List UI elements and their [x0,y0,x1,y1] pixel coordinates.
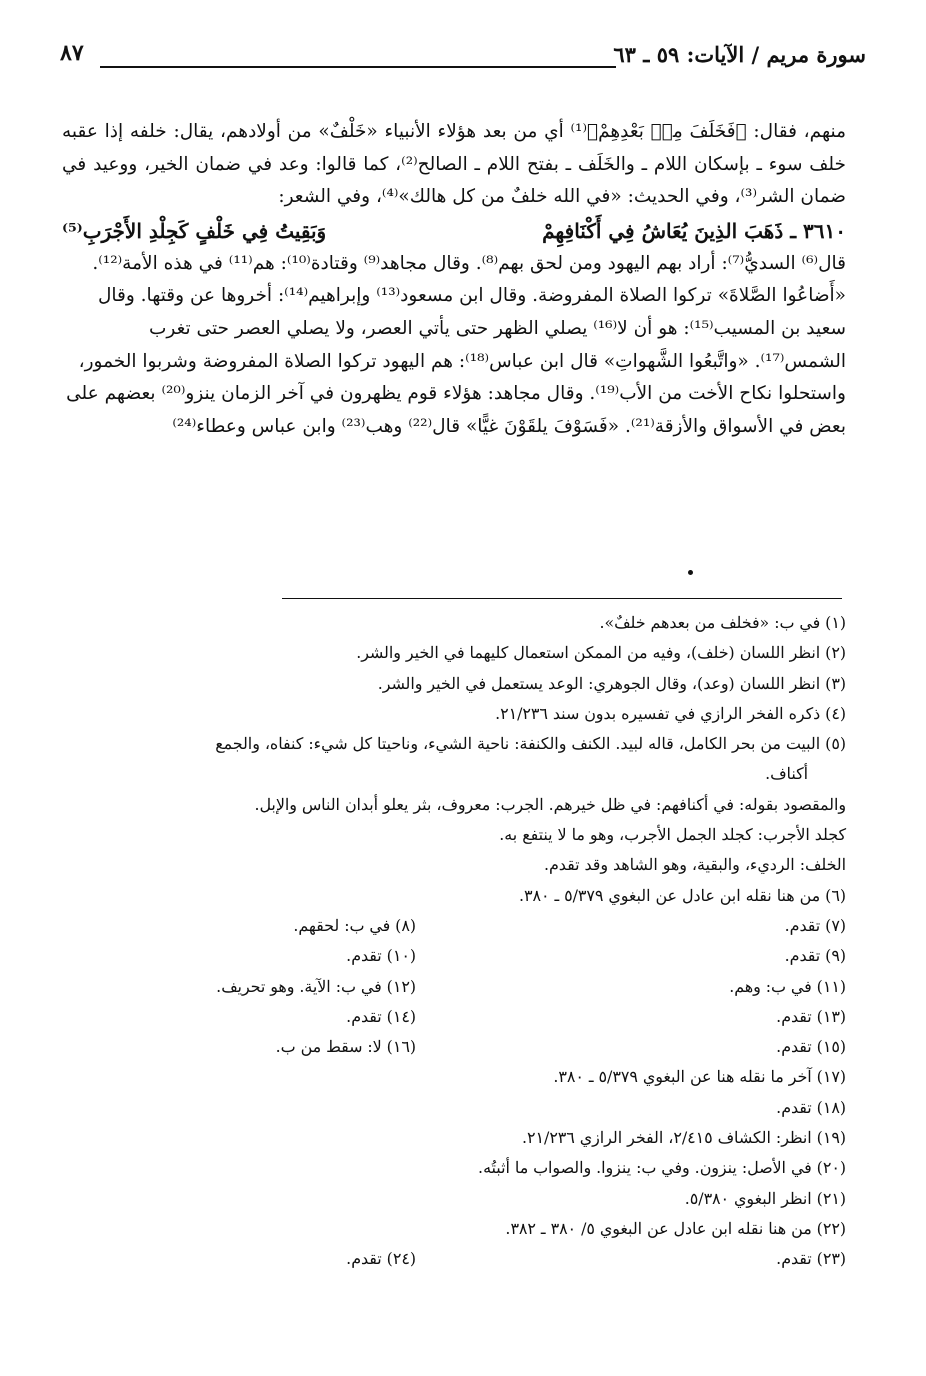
footnote: (٣) انظر اللسان (وعد)، وقال الجوهري: الوعد يستعمل في الخير والشر. [377,673,846,693]
verse-second-hemistich: وَبَقِيتُ فِي خَلْفٍ كَجِلْدِ الأَجْرَبِ⁽⁵⁾ [62,218,327,243]
footnote: (١٤) تقدم. [346,1006,416,1026]
footnote-continuation: كجلد الأجرب: كجلد الجمل الأجرب، وهو ما لا ينتفع به. [499,825,846,845]
footnote: (٥) البيت من بحر الكامل، قاله لبيد. الكنف والكنفة: ناحية الشيء، وناحيتا كل شيء: كنفاه، والجمع [215,734,846,754]
footnote-row [62,1002,846,1032]
poetry-verse [62,214,846,248]
paragraph: منهم، فقال: ﴿فَخَلَفَ مِنۢ بَعْدِهِمْ﴾⁽¹⁾ أي من بعد هؤلاء الأنبياء «خَلْفٌ» من أولادهم، يقال: خلفه إذا عقبه خلف سوء ـ بإسكان اللام ـ والخَلَف ـ بفتح اللام ـ الصالح⁽²⁾، كما قالوا: وعد في ضمان الخير، ووعيد في ضمان الشر⁽³⁾، وفي الحديث: «في الله خلفٌ من كل هالك»⁽⁴⁾، وفي الشعر: [62,121,846,208]
footnote: (١١) في ب: وهم. [729,976,846,996]
footnote-row [62,1244,846,1274]
footnote: (١٢) في ب: الآية. وهو تحريف. [216,976,416,996]
footnote: (٢) انظر اللسان (خلف)، وفيه من الممكن استعمال كليهما في الخير والشر. [356,643,846,663]
footnote: (١٥) تقدم. [776,1037,846,1057]
page-number: ٨٧ [60,40,84,66]
header-rule [100,66,616,68]
ornament-dot [688,570,693,575]
footnote: (٢٢) من هنا نقله ابن عادل عن البغوي ٥/ ٣٨٠ ـ ٣٨٢. [505,1218,846,1238]
footnote: (٧) تقدم. [784,915,846,935]
footnote: (٦) من هنا نقله ابن عادل عن البغوي ٥/٣٧٩ ـ ٣٨٠. [518,885,846,905]
footnote: (١٩) انظر: الكشاف ٢/٤١٥، الفخر الرازي ٢١/٢٣٦. [522,1128,846,1148]
main-text [62,116,846,443]
footnote: (٢٤) تقدم. [346,1249,416,1269]
footnote: (٢٣) تقدم. [776,1249,846,1269]
verse-first-hemistich: ٣٦١٠ ـ ذَهَبَ الذِينَ يُعَاشُ فِي أَكْنَافِهِمْ [542,218,846,243]
page-header [60,38,866,72]
footnote-row [62,972,846,1002]
footnote-continuation: الخلف: الرديء، والبقية، وهو الشاهد وقد تقدم. [544,855,846,875]
footnotes [62,608,846,1275]
footnote-continuation: والمقصود بقوله: في أكنافهم: في ظل خيرهم. الجرب: معروف، بثر يعلو أبدان الناس والإبل. [254,794,846,814]
footnote: (٨) في ب: لحقهم. [293,915,416,935]
footnote-row [62,1032,846,1062]
footnote: (١٨) تقدم. [776,1097,846,1117]
running-title: سورة مريم / الآيات: ٥٩ ـ ٦٣ [613,42,866,67]
footnote-continuation: أكناف. [765,764,808,784]
footnote: (٢١) انظر البغوي ٥/٣٨٠. [684,1188,846,1208]
footnote-row [62,941,846,971]
footnote: (٢٠) في الأصل: ينزون. وفي ب: ينزوا. والصواب ما أثبتُه. [478,1158,846,1178]
footnote: (١٣) تقدم. [776,1006,846,1026]
footnote: (٩) تقدم. [784,946,846,966]
footnote-row [62,911,846,941]
footnote-separator [282,598,842,599]
footnote: (١) في ب: «فخلف من بعدهم خلفٌ». [599,613,846,632]
footnote: (١٦) لا: سقط من ب. [275,1037,416,1057]
footnote: (١٧) آخر ما نقله هنا عن البغوي ٥/٣٧٩ ـ ٣٨٠. [553,1067,846,1087]
paragraph: قال⁽⁶⁾ السديُّ⁽⁷⁾: أراد بهم اليهود ومن لحق بهم⁽⁸⁾. وقال مجاهد⁽⁹⁾ وقتادة⁽¹⁰⁾: هم⁽¹¹⁾ في هذه الأمة⁽¹²⁾. «أَضاعُوا الصَّلاةَ» تركوا الصلاة المفروضة. وقال ابن مسعود⁽¹³⁾ وإبراهيم⁽¹⁴⁾: أخروها عن وقتها. وقال سعيد بن المسيب⁽¹⁵⁾: هو أن لا⁽¹⁶⁾ يصلي الظهر حتى يأتي العصر، ولا يصلي العصر حتى تغرب الشمس⁽¹⁷⁾. «واتَّبعُوا الشَّهواتِ» قال ابن عباس⁽¹⁸⁾: هم اليهود تركوا الصلاة المفروضة وشربوا الخمور، واستحلوا نكاح الأخت من الأب⁽¹⁹⁾. وقال مجاهد: هؤلاء قوم يظهرون في آخر الزمان ينزو⁽²⁰⁾ بعضهم على بعض في الأسواق والأزقة⁽²¹⁾. «فَسَوْفَ يلقَوْنَ غيًّا» قال⁽²²⁾ وهب⁽²³⁾ وابن عباس وعطاء⁽²⁴⁾ [66,252,846,437]
footnote: (٤) ذكره الفخر الرازي في تفسيره بدون سند ٢١/٢٣٦. [495,703,846,723]
footnote: (١٠) تقدم. [346,946,416,966]
